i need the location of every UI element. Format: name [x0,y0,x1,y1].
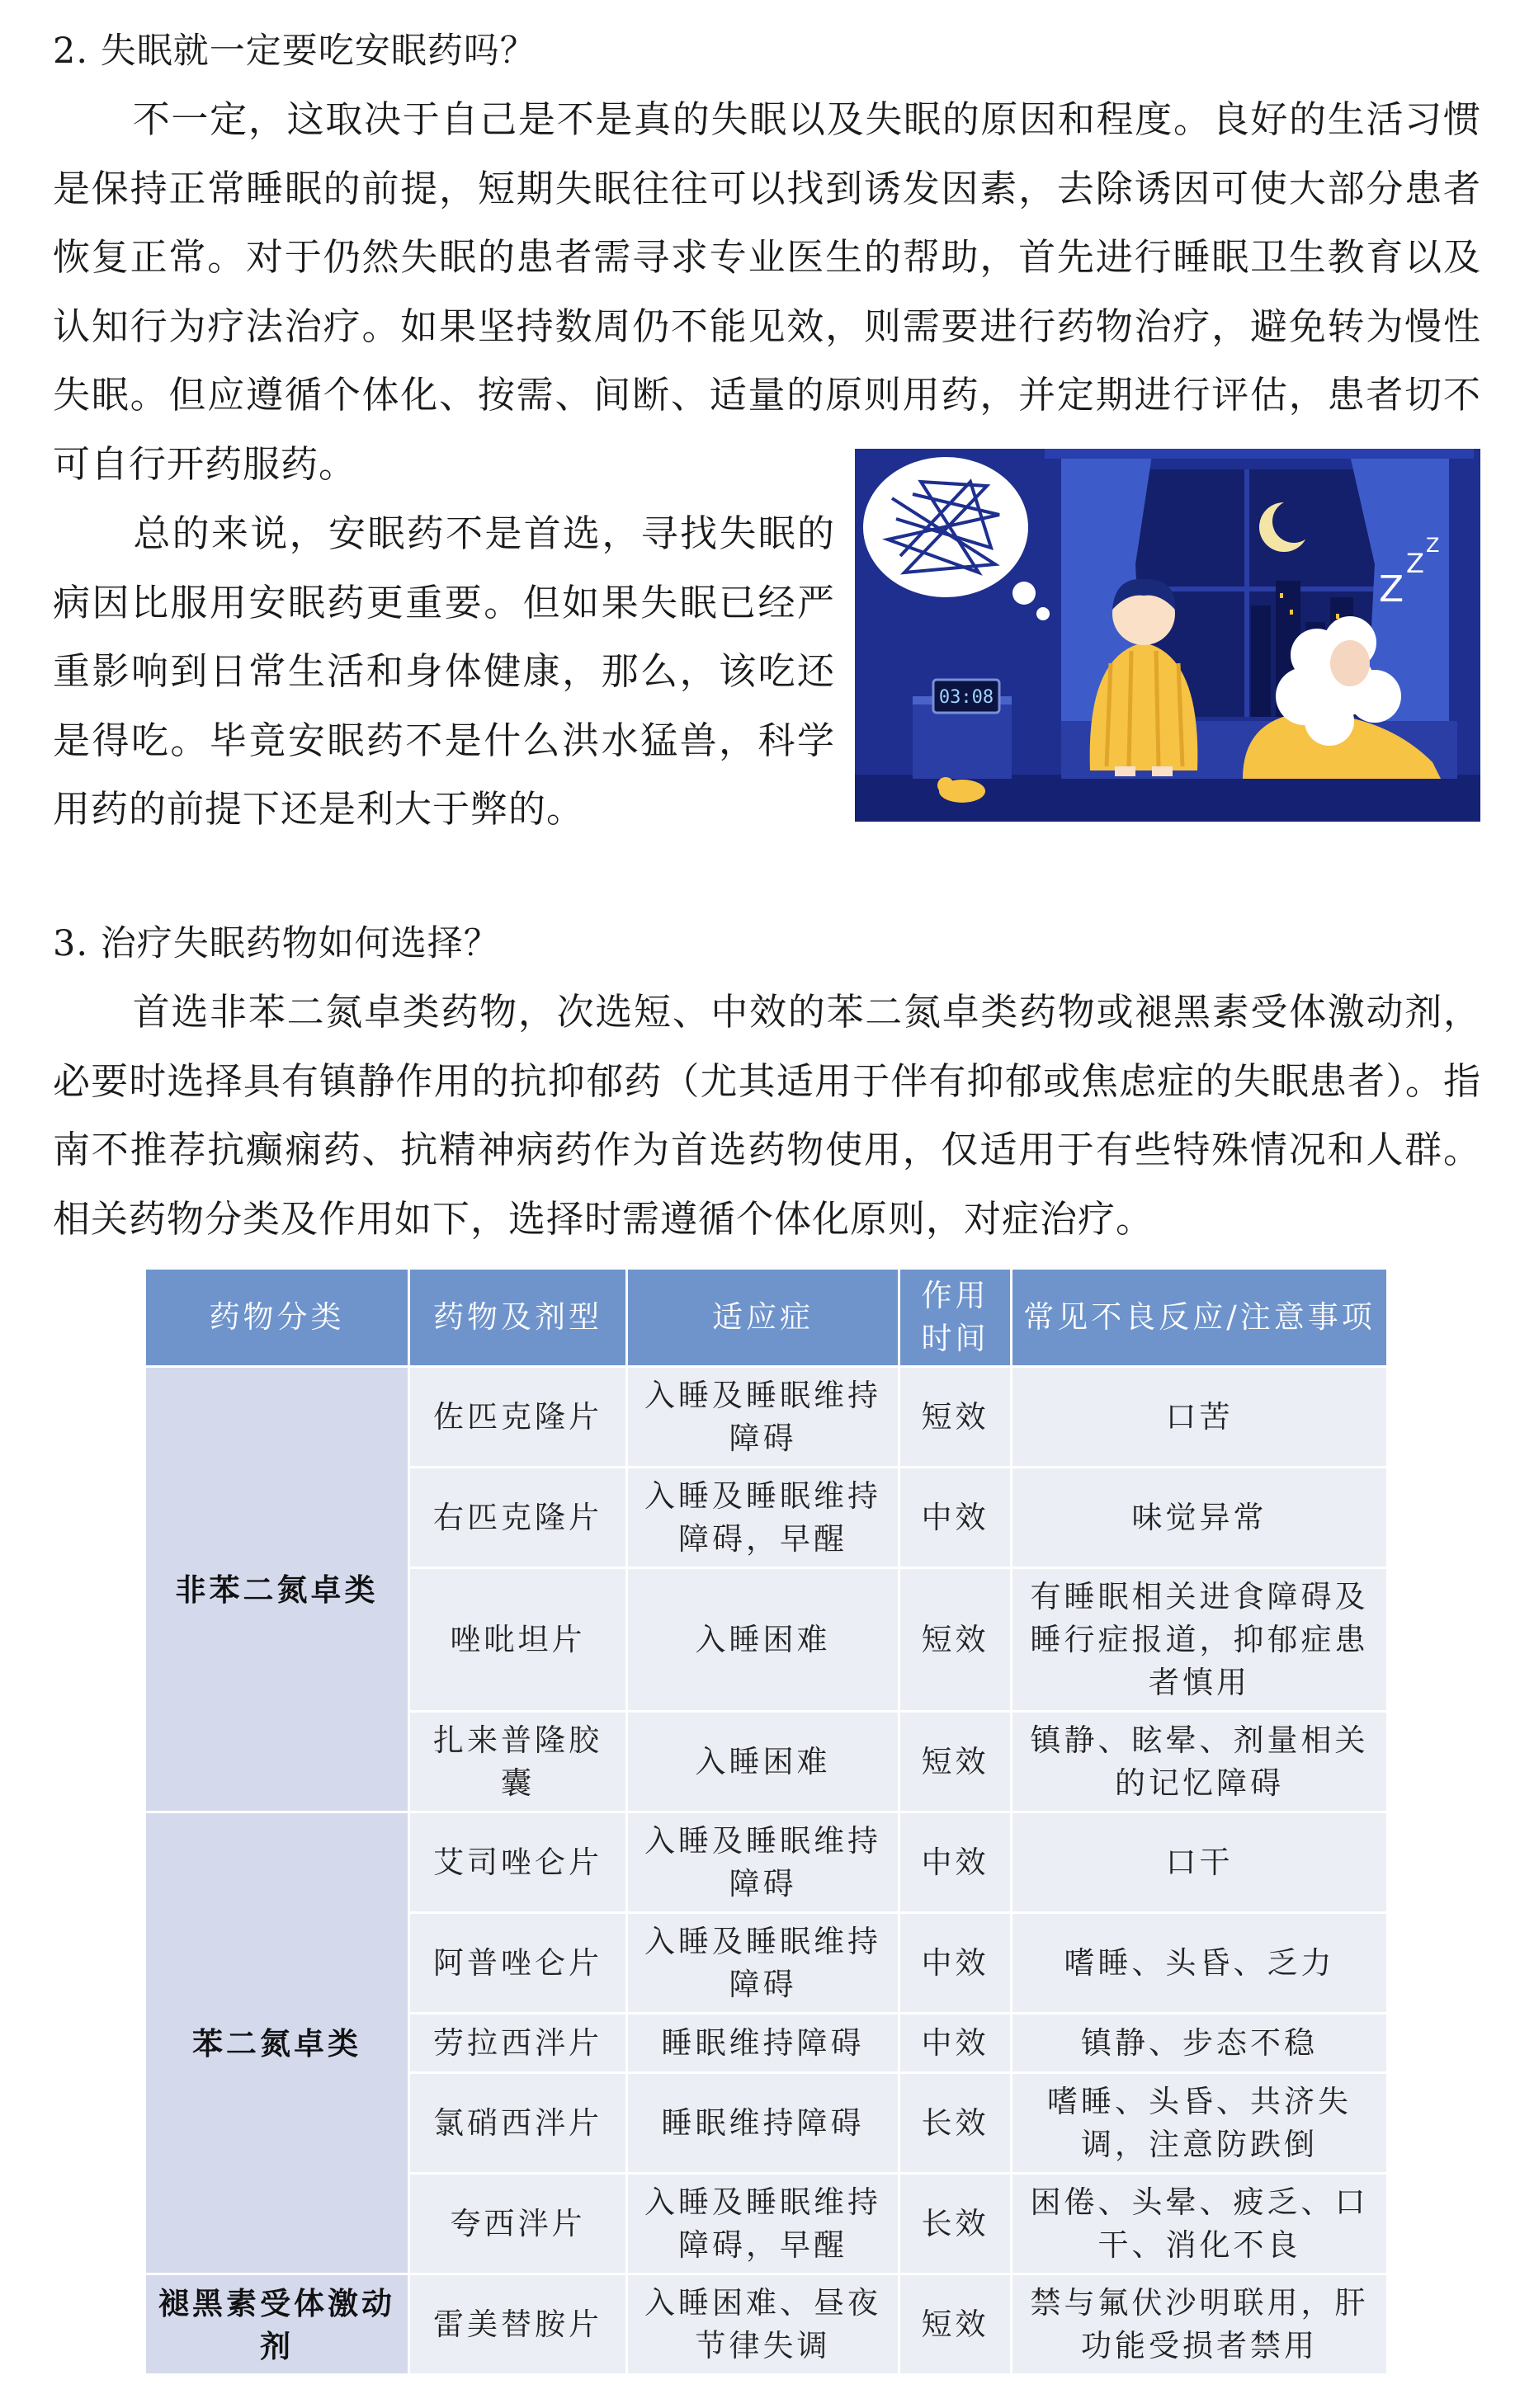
section3-heading: 3. 治疗失眠药物如何选择？ [53,923,500,964]
note-cell: 口干 [1012,1812,1388,1913]
drug-cell: 氯硝西泮片 [409,2073,627,2174]
category-cell: 苯二氮卓类 [145,1812,409,2274]
header-indication: 适应症 [627,1269,899,1367]
sleep-z-small: Z [1426,534,1440,557]
indication-cell: 入睡困难 [627,1568,899,1712]
duration-cell: 中效 [899,1913,1012,2014]
note-cell: 困倦、头晕、疲乏、口干、消化不良 [1012,2174,1388,2274]
table-header-row [145,1269,1388,1367]
indication-cell: 睡眠维持障碍 [627,2073,899,2174]
section3-paragraph: 首选非苯二氮卓类药物，次选短、中效的苯二氮卓类药物或褪黑素受体激动剂，必要时选择具有镇静作用的抗抑郁药（尤其适用于伴有抑郁或焦虑症的失眠患者）。指南不推荐抗癫痫药、抗精神病药作为首选药物使用，仅适用于有些特殊情况和人群。相关药物分类及作用如下，选择时需遵循个体化原则，对症治疗。 [53,990,1481,1241]
drug-cell: 阿普唑仑片 [409,1913,627,2014]
duration-cell: 长效 [899,2174,1012,2274]
table-row [145,2274,1388,2375]
indication-cell: 入睡及睡眠维持障碍 [627,1913,899,2014]
category-cell: 非苯二氮卓类 [145,1367,409,1812]
note-cell: 嗜睡、头昏、共济失调，注意防跌倒 [1012,2073,1388,2174]
category-cell: 褪黑素受体激动剂 [145,2274,409,2375]
note-cell: 镇静、眩晕、剂量相关的记忆障碍 [1012,1712,1388,1812]
table-row [145,1812,1388,1913]
header-side-effects: 常见不良反应/注意事项 [1012,1269,1388,1367]
section2-heading: 2. 失眠就一定要吃安眠药吗？ [53,31,536,72]
section2-paragraph-2: 总的来说，安眠药不是首选，寻找失眠的病因比服用安眠药更重要。但如果失眠已经严重影响到日常生活和身体健康，那么，该吃还是得吃。毕竟安眠药不是什么洪水猛兽，科学用药的前提下还是利大于弊的。 [53,511,835,831]
note-cell: 嗜睡、头昏、乏力 [1012,1913,1388,2014]
drug-cell: 唑吡坦片 [409,1568,627,1712]
note-cell: 味觉异常 [1012,1468,1388,1568]
indication-cell: 睡眠维持障碍 [627,2014,899,2073]
indication-cell: 入睡及睡眠维持障碍，早醒 [627,1468,899,1568]
note-cell: 口苦 [1012,1367,1388,1468]
header-drug: 药物及剂型 [409,1269,627,1367]
indication-cell: 入睡困难 [627,1712,899,1812]
duration-cell: 中效 [899,1812,1012,1913]
section2-paragraph-1: 不一定，这取决于自己是不是真的失眠以及失眠的原因和程度。良好的生活习惯是保持正常睡眠的前提，短期失眠往往可以找到诱发因素，去除诱因可使大部分患者恢复正常。对于仍然失眠的患者需寻求专业医生的帮助，首先进行睡眠卫生教育以及认知行为疗法治疗。如果坚持数周仍不能见效，则需要进行药物治疗，避免转为慢性失眠。但应遵循个体化、按需、间断、适量的原则用药，并定期进行评估，患者切不可自行开药服药。 [53,97,1481,486]
duration-cell: 短效 [899,1367,1012,1468]
note-cell: 有睡眠相关进食障碍及睡行症报道，抑郁症患者慎用 [1012,1568,1388,1712]
drug-cell: 扎来普隆胶囊 [409,1712,627,1812]
drug-cell: 夸西泮片 [409,2174,627,2274]
duration-cell: 长效 [899,2073,1012,2174]
indication-cell: 入睡及睡眠维持障碍 [627,1367,899,1468]
sleep-z-medium: Z [1406,548,1424,579]
duration-cell: 中效 [899,2014,1012,2073]
drug-cell: 劳拉西泮片 [409,2014,627,2073]
insomnia-illustration [855,449,1480,822]
duration-cell: 短效 [899,1712,1012,1812]
header-category: 药物分类 [145,1269,409,1367]
indication-cell: 入睡及睡眠维持障碍，早醒 [627,2174,899,2274]
header-duration: 作用时间 [899,1269,1012,1367]
drug-table [144,1267,1389,2376]
drug-cell: 右匹克隆片 [409,1468,627,1568]
table-row [145,1367,1388,1468]
sleep-z-large: Z [1379,568,1404,610]
duration-cell: 中效 [899,1468,1012,1568]
drug-cell: 佐匹克隆片 [409,1367,627,1468]
note-cell: 禁与氟伏沙明联用，肝功能受损者禁用 [1012,2274,1388,2375]
drug-cell: 艾司唑仑片 [409,1812,627,1913]
drug-cell: 雷美替胺片 [409,2274,627,2375]
duration-cell: 短效 [899,2274,1012,2375]
note-cell: 镇静、步态不稳 [1012,2014,1388,2073]
clock-time: 03:08 [938,687,994,708]
indication-cell: 入睡及睡眠维持障碍 [627,1812,899,1913]
indication-cell: 入睡困难、昼夜节律失调 [627,2274,899,2375]
duration-cell: 短效 [899,1568,1012,1712]
